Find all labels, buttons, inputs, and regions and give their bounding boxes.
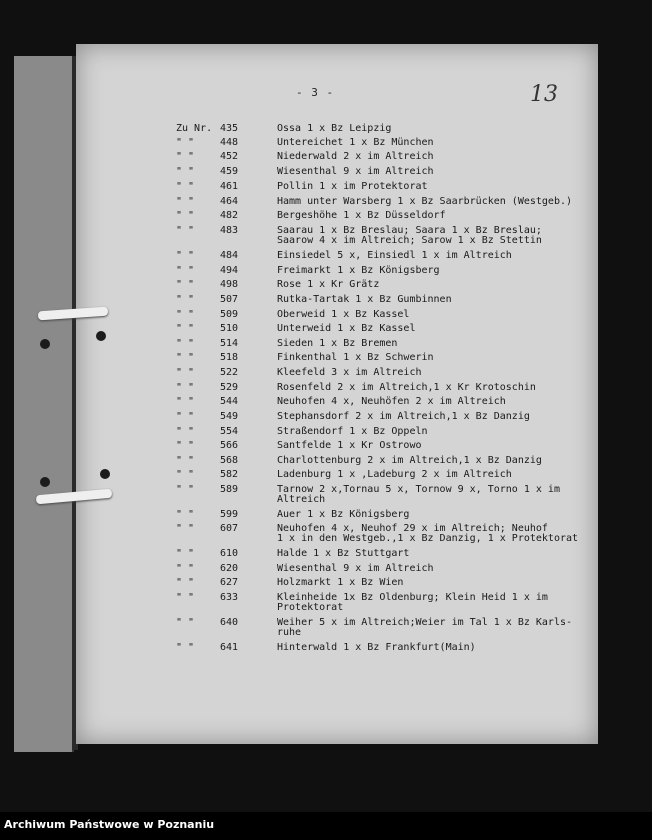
- entry-number: 507: [220, 294, 239, 305]
- entry-text: [277, 124, 391, 134]
- entry-text-line: Ladenburg 1 x ,Ladeburg 2 x im Altreich: [277, 469, 512, 480]
- entry-number: 599: [220, 509, 239, 520]
- entry-text-line: Saarow 4 x im Altreich; Sarow 1 x Bz Stettin: [277, 235, 542, 246]
- entry-number: 494: [220, 265, 239, 276]
- entry-text-line: Saarau 1 x Bz Breslau; Saara 1 x Bz Breslau;: [277, 225, 542, 236]
- punch-hole: [40, 339, 50, 349]
- entry-text-line: Bergeshöhe 1 x Bz Düsseldorf: [277, 210, 446, 221]
- entry-number: 620: [220, 563, 239, 574]
- entry-prefix: " ": [176, 279, 195, 290]
- entry-text-line: Auer 1 x Bz Königsberg: [277, 509, 410, 520]
- page-number: - 3 -: [296, 86, 335, 99]
- entry-text-line: 1 x in den Westgeb.,1 x Bz Danzig, 1 x Protektorat: [277, 533, 579, 544]
- archive-name: Archiwum Państwowe w Poznaniu: [4, 818, 215, 831]
- entry-prefix: " ": [176, 523, 195, 534]
- entry-text: [277, 138, 434, 148]
- entry-text: [277, 280, 379, 290]
- entry-text-line: Kleinheide 1x Bz Oldenburg; Klein Heid 1 x im: [277, 592, 548, 603]
- entry-number: 554: [220, 426, 239, 437]
- entry-text: [277, 310, 409, 320]
- entry-prefix: " ": [176, 323, 195, 334]
- entry-text-line: Wiesenthal 9 x im Altreich: [277, 563, 434, 574]
- entry-text-line: Ossa 1 x Bz Leipzig: [277, 123, 392, 134]
- entry-prefix: " ": [176, 352, 195, 363]
- entry-text: [277, 353, 434, 363]
- entry-text: [277, 593, 548, 613]
- entry-text-line: Niederwald 2 x im Altreich: [277, 151, 434, 162]
- entry-number: 452: [220, 151, 239, 162]
- entry-number: 641: [220, 642, 239, 653]
- entry-text-line: Oberweid 1 x Bz Kassel: [277, 309, 410, 320]
- entry-prefix: " ": [176, 265, 195, 276]
- entry-number: 484: [220, 250, 239, 261]
- entry-prefix: " ": [176, 484, 195, 495]
- entry-number: 483: [220, 225, 239, 236]
- entry-prefix: " ": [176, 382, 195, 393]
- entry-text-line: Unterweid 1 x Bz Kassel: [277, 323, 416, 334]
- entry-prefix: " ": [176, 210, 195, 221]
- entry-text: [277, 524, 578, 544]
- entry-number: 510: [220, 323, 239, 334]
- punch-hole: [96, 331, 106, 341]
- entry-prefix: " ": [176, 509, 195, 520]
- entry-text: [277, 295, 452, 305]
- folio-number: 13: [530, 82, 558, 107]
- entry-prefix: " ": [176, 225, 195, 236]
- entry-text-line: Hamm unter Warsberg 1 x Bz Saarbrücken (Westgeb.): [277, 196, 573, 207]
- entry-text: [277, 368, 422, 378]
- entry-prefix: " ": [176, 411, 195, 422]
- entry-text-line: Holzmarkt 1 x Bz Wien: [277, 577, 404, 588]
- entry-text: [277, 397, 506, 407]
- entry-number: 589: [220, 484, 239, 495]
- entry-text: [277, 266, 440, 276]
- entry-prefix: " ": [176, 455, 195, 466]
- entry-prefix: " ": [176, 577, 195, 588]
- entry-prefix: " ": [176, 151, 195, 162]
- entry-prefix: Zu Nr.: [176, 123, 213, 134]
- entry-number: 509: [220, 309, 239, 320]
- entry-text-line: Finkenthal 1 x Bz Schwerin: [277, 352, 434, 363]
- entry-prefix: " ": [176, 642, 195, 653]
- entry-text: [277, 643, 476, 653]
- entry-prefix: " ": [176, 137, 195, 148]
- entry-text-line: Neuhofen 4 x, Neuhof 29 x im Altreich; Neuhof: [277, 523, 548, 534]
- entry-text: [277, 211, 446, 221]
- entry-prefix: " ": [176, 309, 195, 320]
- entry-text-line: Tarnow 2 x,Tornau 5 x, Tornow 9 x, Torno 1 x im: [277, 484, 560, 495]
- entry-text-line: Wiesenthal 9 x im Altreich: [277, 166, 434, 177]
- entry-text: [277, 510, 409, 520]
- entry-prefix: " ": [176, 396, 195, 407]
- entry-number: 566: [220, 440, 239, 451]
- entry-text: [277, 167, 434, 177]
- entry-text: [277, 549, 409, 559]
- entry-number: 459: [220, 166, 239, 177]
- entry-number: 610: [220, 548, 239, 559]
- entry-prefix: " ": [176, 426, 195, 437]
- entry-text: [277, 197, 572, 207]
- entry-number: 522: [220, 367, 239, 378]
- entry-number: 435: [220, 123, 239, 134]
- entry-text-line: Rosenfeld 2 x im Altreich,1 x Kr Krotoschin: [277, 382, 536, 393]
- entry-text-line: Charlottenburg 2 x im Altreich,1 x Bz Danzig: [277, 455, 542, 466]
- entry-text-line: Weiher 5 x im Altreich;Weier im Tal 1 x Bz Karls-: [277, 617, 573, 628]
- document-sheet: [76, 44, 598, 744]
- entry-prefix: " ": [176, 469, 195, 480]
- entry-number: 514: [220, 338, 239, 349]
- entry-number: 518: [220, 352, 239, 363]
- entry-prefix: " ": [176, 294, 195, 305]
- entry-text-line: Einsiedel 5 x, Einsiedl 1 x im Altreich: [277, 250, 512, 261]
- entry-number: 549: [220, 411, 239, 422]
- archive-footer: [0, 812, 652, 840]
- entry-text-line: Halde 1 x Bz Stuttgart: [277, 548, 410, 559]
- entry-text-line: Rose 1 x Kr Grätz: [277, 279, 380, 290]
- entry-text: [277, 618, 572, 638]
- entry-prefix: " ": [176, 196, 195, 207]
- entry-number: 544: [220, 396, 239, 407]
- entry-number: 568: [220, 455, 239, 466]
- punch-hole: [40, 477, 50, 487]
- entry-text: [277, 182, 428, 192]
- entry-text-line: Altreich: [277, 494, 326, 505]
- entry-text: [277, 412, 530, 422]
- entry-prefix: " ": [176, 548, 195, 559]
- entry-text-line: Rutka-Tartak 1 x Bz Gumbinnen: [277, 294, 452, 305]
- entry-number: 607: [220, 523, 239, 534]
- entry-text: [277, 578, 403, 588]
- entry-prefix: " ": [176, 166, 195, 177]
- entry-text: [277, 441, 422, 451]
- entry-text: [277, 339, 397, 349]
- entry-number: 640: [220, 617, 239, 628]
- entry-prefix: " ": [176, 181, 195, 192]
- entry-text: [277, 251, 512, 261]
- entry-text-line: Untereichet 1 x Bz München: [277, 137, 434, 148]
- entry-text: [277, 152, 434, 162]
- entry-text: [277, 456, 542, 466]
- entry-prefix: " ": [176, 338, 195, 349]
- entry-text: [277, 324, 415, 334]
- entry-number: 582: [220, 469, 239, 480]
- entry-text: [277, 226, 542, 246]
- entry-number: 461: [220, 181, 239, 192]
- entry-text-line: Protektorat: [277, 602, 344, 613]
- entry-text-line: Neuhofen 4 x, Neuhöfen 2 x im Altreich: [277, 396, 506, 407]
- entry-prefix: " ": [176, 440, 195, 451]
- entry-prefix: " ": [176, 367, 195, 378]
- entry-prefix: " ": [176, 592, 195, 603]
- entry-text-line: Sieden 1 x Bz Bremen: [277, 338, 398, 349]
- entry-text: [277, 470, 512, 480]
- entry-text: [277, 564, 434, 574]
- entry-number: 633: [220, 592, 239, 603]
- entry-text-line: Santfelde 1 x Kr Ostrowo: [277, 440, 422, 451]
- entry-text-line: Kleefeld 3 x im Altreich: [277, 367, 422, 378]
- folder-cover-edge: [14, 56, 74, 752]
- entry-prefix: " ": [176, 563, 195, 574]
- entry-text-line: Freimarkt 1 x Bz Königsberg: [277, 265, 440, 276]
- entry-text-line: Pollin 1 x im Protektorat: [277, 181, 428, 192]
- entry-text-line: Stephansdorf 2 x im Altreich,1 x Bz Danzig: [277, 411, 530, 422]
- entry-text-line: ruhe: [277, 627, 302, 638]
- punch-hole: [100, 469, 110, 479]
- entry-number: 464: [220, 196, 239, 207]
- entry-number: 498: [220, 279, 239, 290]
- entry-text: [277, 383, 536, 393]
- entry-text-line: Hinterwald 1 x Bz Frankfurt(Main): [277, 642, 476, 653]
- entry-text: [277, 427, 428, 437]
- entry-number: 482: [220, 210, 239, 221]
- entry-text-line: Straßendorf 1 x Bz Oppeln: [277, 426, 428, 437]
- entry-number: 529: [220, 382, 239, 393]
- entry-prefix: " ": [176, 617, 195, 628]
- entry-number: 448: [220, 137, 239, 148]
- entry-prefix: " ": [176, 250, 195, 261]
- entry-number: 627: [220, 577, 239, 588]
- entry-text: [277, 485, 560, 505]
